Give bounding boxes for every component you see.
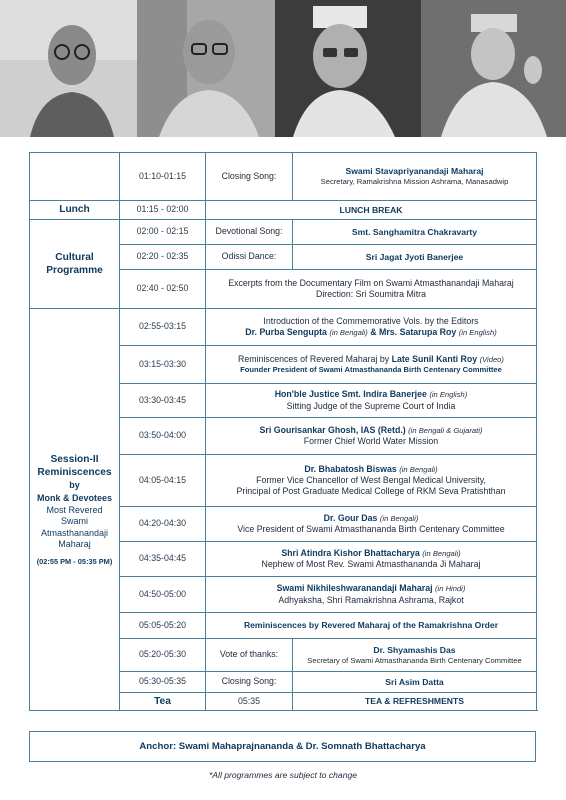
performer-name: Swami Stavapriyanandaji Maharaj bbox=[345, 166, 484, 177]
segment-cell bbox=[30, 153, 120, 201]
time-cell: 04:20-04:30 bbox=[120, 507, 206, 542]
conjunction: & bbox=[370, 327, 377, 337]
language-note: (in Bengali) bbox=[379, 513, 419, 523]
speaker-designation: Former Vice Chancellor of West Bengal Medical University, bbox=[256, 474, 486, 485]
speaker-name: Mrs. Satarupa Roy bbox=[379, 327, 457, 337]
language-note: (in Bengali) bbox=[329, 328, 368, 337]
time-cell: 04:05-04:15 bbox=[120, 455, 206, 507]
segment-line: Reminiscences bbox=[37, 466, 112, 478]
activity-cell: Odissi Dance: bbox=[206, 245, 293, 270]
item-cell bbox=[206, 577, 537, 613]
anchor-box: Anchor: Swami Mahaprajnananda & Dr. Somnath Bhattacharya bbox=[29, 731, 536, 762]
speaker-name: Hon'ble Justice Smt. Indira Banerjee bbox=[274, 389, 427, 400]
speaker-designation: Founder President of Swami Atmasthananda Birth Centenary Committee bbox=[240, 365, 502, 375]
language-note: (Video) bbox=[479, 355, 504, 365]
monk-photo-2 bbox=[137, 0, 275, 137]
segment-line: Session-II bbox=[50, 453, 99, 465]
speaker-name: Dr. Bhabatosh Biswas bbox=[304, 463, 397, 474]
segment-line: Programme bbox=[46, 265, 103, 276]
language-note: (in Bengali) bbox=[422, 548, 461, 558]
time-cell: 02:00 - 02:15 bbox=[120, 220, 206, 245]
table-row bbox=[30, 220, 537, 245]
performer-designation: Secretary of Swami Atmasthananda Birth Centenary Committee bbox=[307, 655, 522, 665]
speaker-name: Sri Gourisankar Ghosh, IAS (Retd.) bbox=[259, 424, 406, 435]
performer-name: Sri Asim Datta bbox=[293, 672, 537, 693]
documentary-cell bbox=[206, 270, 537, 309]
performer-cell bbox=[293, 639, 537, 672]
speaker-name: Late Sunil Kanti Roy bbox=[391, 354, 478, 365]
time-cell: 05:35 bbox=[206, 693, 293, 711]
time-cell: 04:35-04:45 bbox=[120, 542, 206, 577]
item-line: Reminiscences of Revered Maharaj by bbox=[238, 354, 390, 365]
language-note: (in Bengali & Gujarati) bbox=[408, 425, 483, 435]
documentary-direction: Direction: Sri Soumitra Mitra bbox=[316, 289, 426, 299]
speaker-name: Swami Nikhileshwaranandaji Maharaj bbox=[276, 583, 433, 594]
segment-line: Atmasthanandaji bbox=[40, 527, 109, 538]
segment-line: by bbox=[69, 479, 80, 490]
time-cell: 03:15-03:30 bbox=[120, 346, 206, 384]
monk-photo-4 bbox=[421, 0, 566, 137]
speaker-designation: Nephew of Most Rev. Swami Atmasthananda Ji Maharaj bbox=[261, 559, 481, 569]
speaker-designation: Sitting Judge of the Supreme Court of India bbox=[286, 400, 456, 411]
tea-cell: TEA & REFRESHMENTS bbox=[293, 693, 537, 711]
time-cell: 04:50-05:00 bbox=[120, 577, 206, 613]
activity-cell: Devotional Song: bbox=[206, 220, 293, 245]
time-cell: 03:30-03:45 bbox=[120, 384, 206, 418]
speaker-designation: Former Chief World Water Mission bbox=[303, 436, 439, 446]
time-cell: 02:55-03:15 bbox=[120, 309, 206, 346]
monk-photo-3 bbox=[275, 0, 421, 137]
time-cell: 01:15 - 02:00 bbox=[120, 201, 206, 220]
segment-line: Maharaj bbox=[58, 539, 91, 550]
speaker-name: Shri Atindra Kishor Bhattacharya bbox=[281, 547, 420, 558]
table-row bbox=[30, 309, 537, 346]
time-cell: 05:20-05:30 bbox=[120, 639, 206, 672]
table-row bbox=[30, 201, 537, 220]
language-note: (in English) bbox=[429, 390, 468, 400]
time-cell: 05:30-05:35 bbox=[120, 672, 206, 693]
segment-cultural-programme bbox=[30, 220, 120, 309]
segment-line: Swami bbox=[60, 516, 88, 527]
item-cell bbox=[206, 507, 537, 542]
time-cell: 02:20 - 02:35 bbox=[120, 245, 206, 270]
time-cell: 05:05-05:20 bbox=[120, 613, 206, 639]
lunch-break-cell: LUNCH BREAK bbox=[206, 201, 537, 220]
item-cell bbox=[206, 542, 537, 577]
performer-name: Smt. Sanghamitra Chakravarty bbox=[293, 220, 537, 245]
language-note: (in English) bbox=[458, 328, 497, 337]
performer-name: Dr. Shyamashis Das bbox=[373, 644, 456, 655]
segment-line: Cultural bbox=[55, 251, 94, 263]
performer-name: Sri Jagat Jyoti Banerjee bbox=[293, 245, 537, 270]
language-note: (in Bengali) bbox=[399, 464, 438, 474]
item-cell bbox=[206, 346, 537, 384]
activity-cell: Vote of thanks: bbox=[206, 639, 293, 672]
item-cell bbox=[206, 418, 537, 455]
programme-schedule-table bbox=[29, 152, 537, 711]
segment-line: Monk & Devotees bbox=[36, 492, 113, 503]
item-line: Introduction of the Commemorative Vols. by the Editors bbox=[263, 315, 479, 326]
speaker-designation: Principal of Post Graduate Medical College of RKM Seva Pratishthan bbox=[236, 486, 506, 497]
footnote: *All programmes are subject to change bbox=[208, 770, 358, 780]
speaker-designation: Vice President of Swami Atmasthananda Birth Centenary Committee bbox=[237, 524, 505, 534]
speaker-name: Dr. Purba Sengupta bbox=[245, 327, 327, 337]
performer-designation: Secretary, Ramakrishna Mission Ashrama, Manasadwip bbox=[320, 177, 509, 187]
monk-photo-1 bbox=[0, 0, 137, 137]
speaker-designation: Adhyaksha, Shri Ramakrishna Ashrama, Rajkot bbox=[278, 594, 464, 605]
item-cell bbox=[206, 384, 537, 418]
time-cell: 01:10-01:15 bbox=[120, 153, 206, 201]
segment-lunch: Lunch bbox=[30, 201, 120, 220]
segment-line: Most Revered bbox=[46, 504, 103, 515]
performer-cell bbox=[293, 153, 537, 201]
language-note: (in Hindi) bbox=[435, 584, 466, 594]
activity-cell: Closing Song: bbox=[206, 672, 293, 693]
activity-cell: Closing Song: bbox=[206, 153, 293, 201]
time-cell: 02:40 - 02:50 bbox=[120, 270, 206, 309]
session-time-range: (02:55 PM - 05:35 PM) bbox=[36, 556, 113, 566]
time-cell: 03:50-04:00 bbox=[120, 418, 206, 455]
item-cell bbox=[206, 309, 537, 346]
item-cell bbox=[206, 455, 537, 507]
photo-strip bbox=[0, 0, 566, 137]
table-row bbox=[30, 153, 537, 201]
speaker-name: Dr. Gour Das bbox=[323, 512, 378, 523]
item-cell: Reminiscences by Revered Maharaj of the Ramakrishna Order bbox=[206, 613, 537, 639]
segment-session-ii bbox=[30, 309, 120, 711]
segment-tea: Tea bbox=[120, 693, 206, 711]
documentary-title: Excerpts from the Documentary Film on Swami Atmasthanandaji Maharaj bbox=[228, 277, 514, 288]
